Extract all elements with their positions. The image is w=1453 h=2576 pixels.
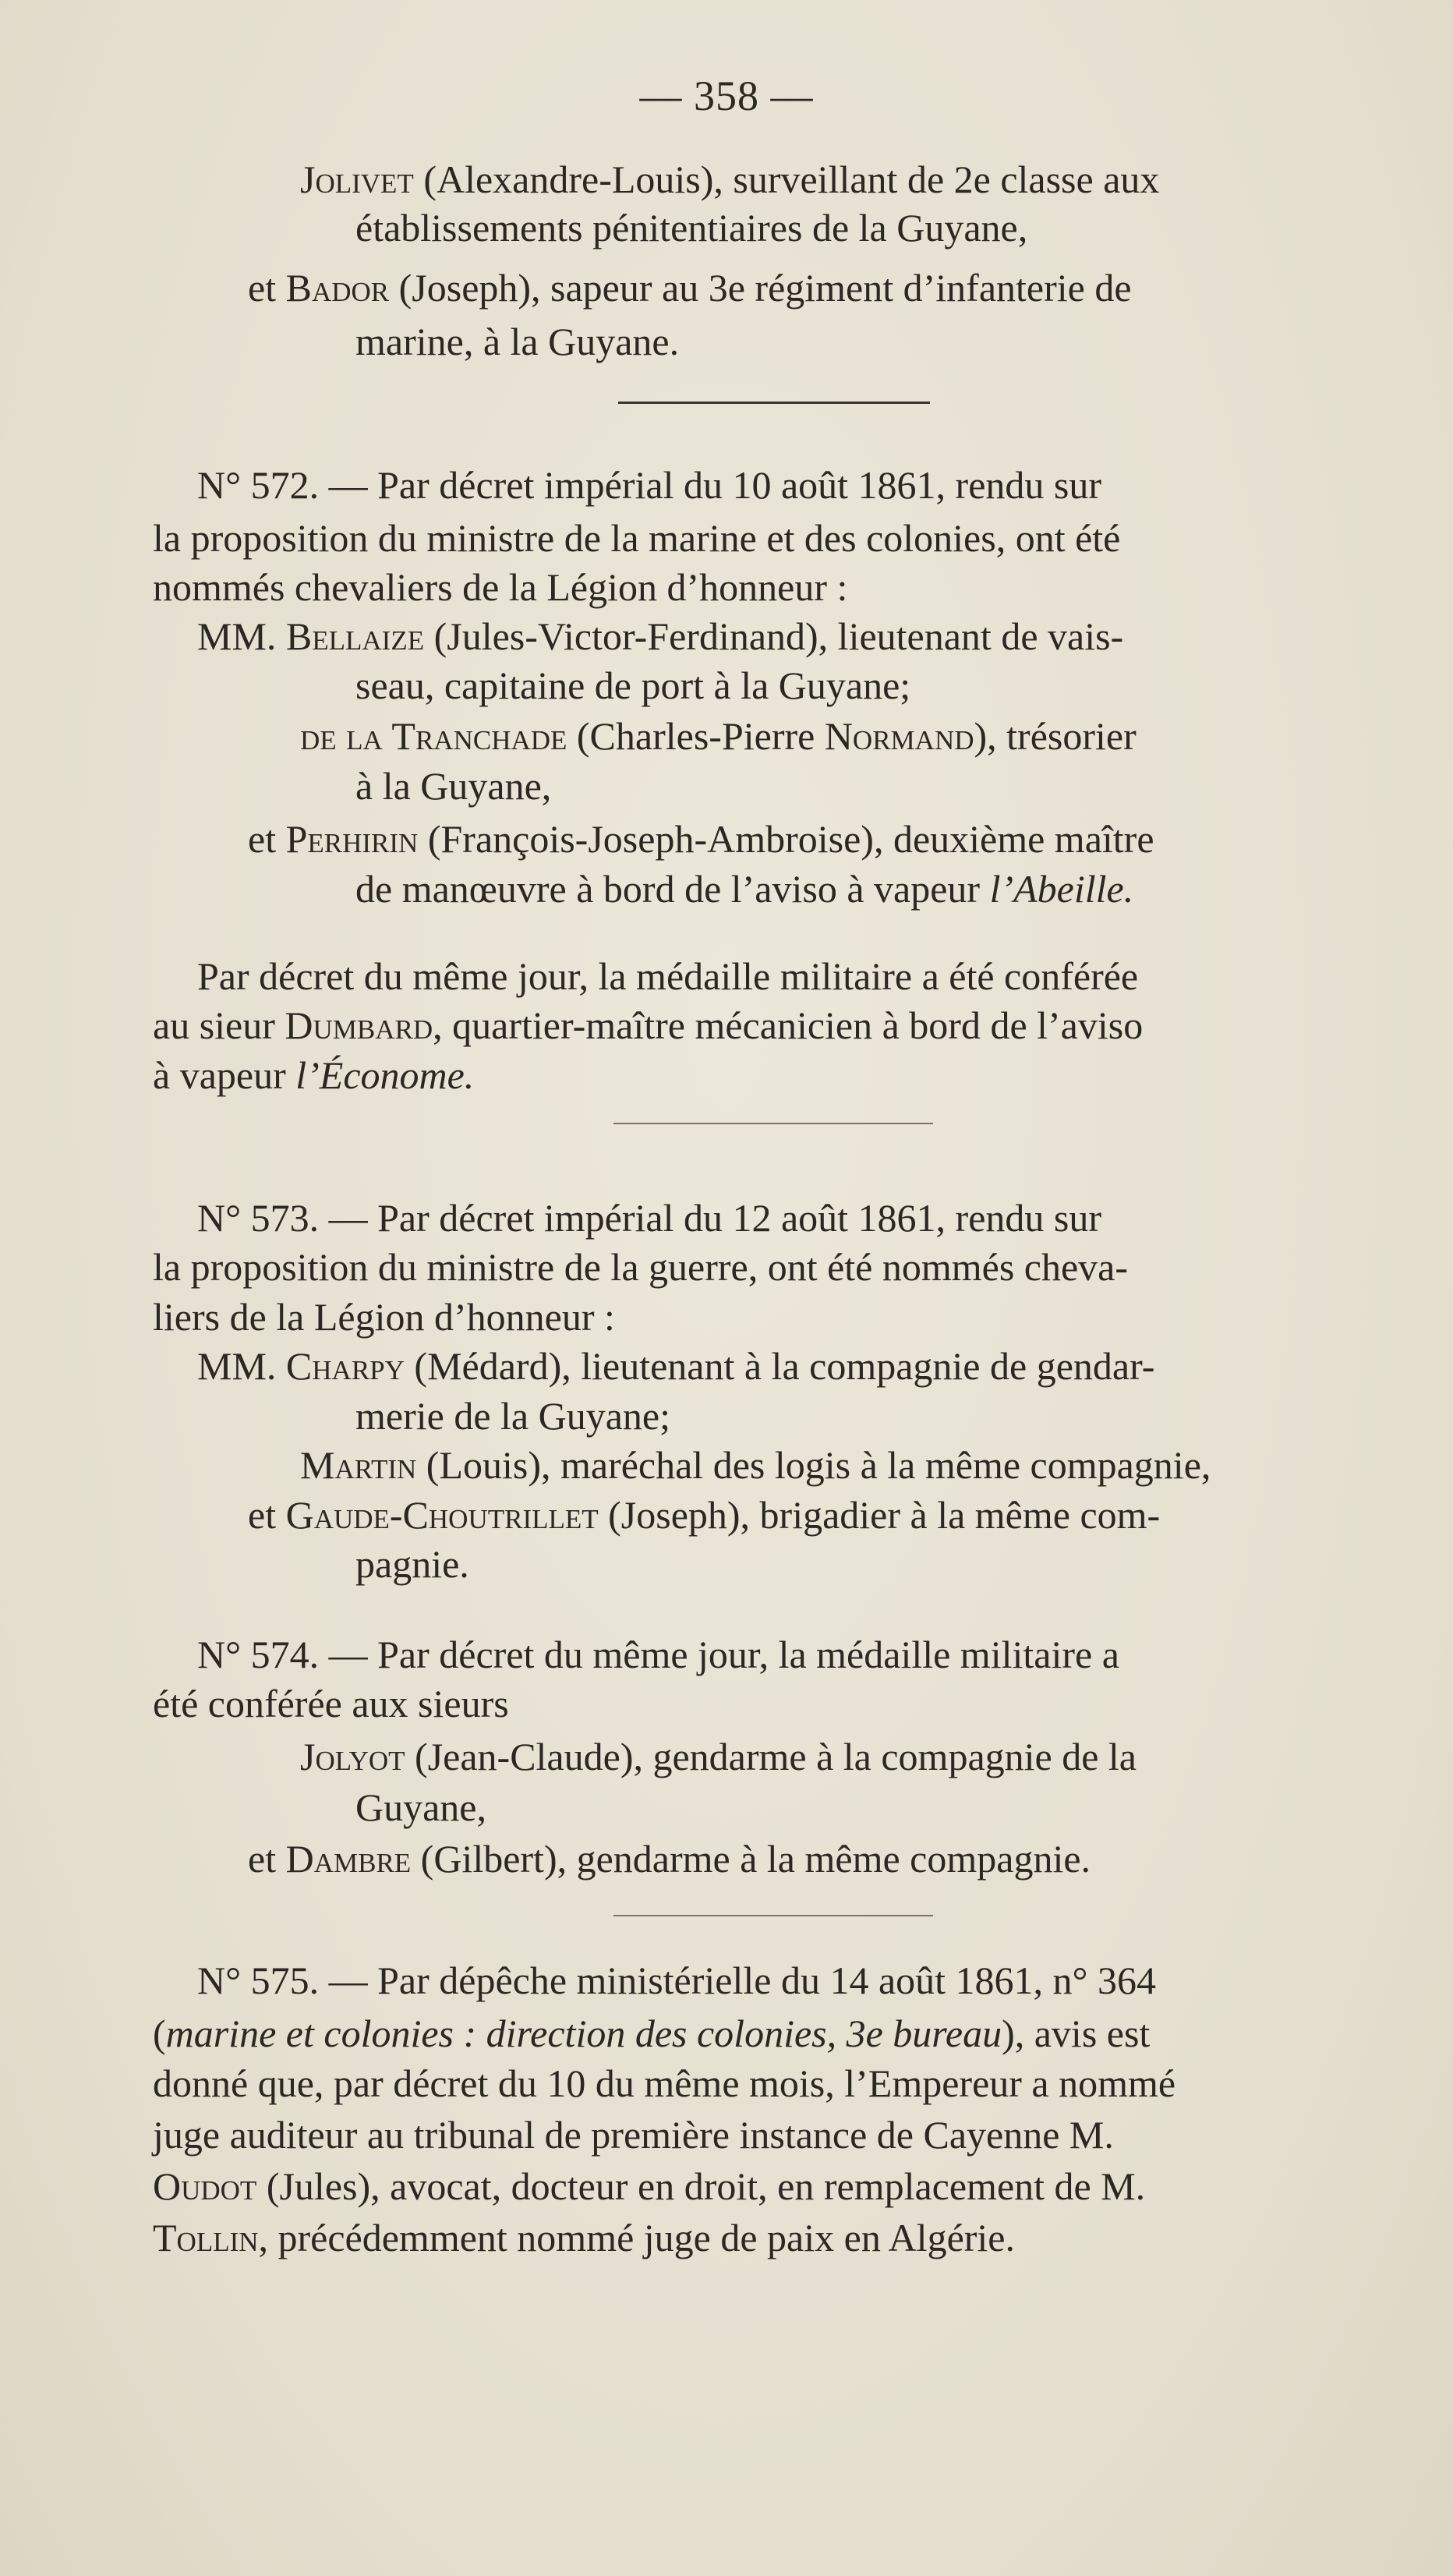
text-line: Jolivet (Alexandre-Louis), surveillant de 2e classe aux (300, 157, 1160, 201)
text-line: été conférée aux sieurs (153, 1682, 509, 1725)
text-line: la proposition du ministre de la guerre, ont été nommés cheva- (153, 1245, 1129, 1289)
text-line: juge auditeur au tribunal de première instance de Cayenne M. (153, 2113, 1114, 2157)
text-line: merie de la Guyane; (355, 1394, 670, 1438)
person-name: Gaude-Choutrillet (285, 1493, 599, 1537)
text-line: Jolyot (Jean-Claude), gendarme à la compagnie de la (300, 1735, 1137, 1778)
person-name: Bador (285, 266, 390, 310)
text-line: donné que, par décret du 10 du même mois, l’Empereur a nommé (153, 2061, 1176, 2105)
text-line: N° 573. — Par décret impérial du 12 août 1861, rendu sur (197, 1196, 1102, 1240)
text-line: (marine et colonies : direction des colonies, 3e bureau), avis est (153, 2012, 1151, 2055)
person-name: Perhirin (285, 817, 419, 861)
text-line: la proposition du ministre de la marine et des colonies, ont été (153, 516, 1121, 560)
person-name: Charpy (285, 1344, 405, 1388)
person-name: Tollin (153, 2216, 259, 2259)
text-line: et Gaude-Choutrillet (Joseph), brigadier à la même com- (248, 1493, 1161, 1537)
person-name: Jolivet (300, 157, 414, 201)
text-line: de manœuvre à bord de l’aviso à vapeur l’Abeille. (355, 867, 1134, 911)
text-line: nommés chevaliers de la Légion d’honneur : (153, 565, 848, 609)
text-line: au sieur Dumbard, quartier-maître mécanicien à bord de l’aviso (153, 1003, 1144, 1047)
person-name: Bellaize (285, 614, 425, 658)
text-line: Par décret du même jour, la médaille militaire a été conférée (197, 954, 1139, 998)
text-line: Martin (Louis), maréchal des logis à la même compagnie, (300, 1443, 1211, 1487)
text-line: et Bador (Joseph), sapeur au 3e régiment d’infanterie de (248, 266, 1132, 310)
text-line: N° 574. — Par décret du même jour, la médaille militaire a (197, 1633, 1119, 1676)
text-line: Oudot (Jules), avocat, docteur en droit, en remplacement de M. (153, 2164, 1146, 2208)
text-line: MM. Bellaize (Jules-Victor-Ferdinand), lieutenant de vais- (197, 614, 1124, 658)
bureau-reference: marine et colonies : direction des colonies, 3e bureau (165, 2012, 1002, 2055)
text-line: à la Guyane, (355, 764, 552, 808)
person-name: Jolyot (300, 1735, 405, 1778)
ship-name: l’Économe. (295, 1053, 475, 1097)
text-line: pagnie. (355, 1542, 469, 1586)
text-line: seau, capitaine de port à la Guyane; (355, 663, 911, 707)
person-name: Martin (300, 1443, 417, 1487)
person-name: de la Tranchade (300, 714, 567, 758)
section-divider (618, 402, 930, 404)
text-line: N° 575. — Par dépêche ministérielle du 14 août 1861, n° 364 (197, 1959, 1157, 2002)
section-divider (613, 1915, 933, 1916)
text-line: établissements pénitentiaires de la Guyane, (355, 206, 1028, 249)
text-line: à vapeur l’Économe. (153, 1053, 475, 1097)
text-line: marine, à la Guyane. (355, 320, 680, 363)
ship-name: l’Abeille. (989, 867, 1134, 911)
section-divider (613, 1123, 933, 1124)
text-line: Tollin, précédemment nommé juge de paix en Algérie. (153, 2216, 1015, 2259)
page-number: — 358 — (639, 73, 814, 119)
text-line: de la Tranchade (Charles-Pierre Normand), trésorier (300, 714, 1137, 758)
text-line: et Perhirin (François-Joseph-Ambroise), deuxième maître (248, 817, 1154, 861)
text-line: liers de la Légion d’honneur : (153, 1295, 615, 1339)
person-name: Oudot (153, 2164, 257, 2208)
text-line: Guyane, (355, 1785, 486, 1829)
text-line: N° 572. — Par décret impérial du 10 août 1861, rendu sur (197, 463, 1102, 507)
text-line: MM. Charpy (Médard), lieutenant à la compagnie de gendar- (197, 1344, 1155, 1388)
text-line: et Dambre (Gilbert), gendarme à la même compagnie. (248, 1837, 1091, 1881)
person-name: Dambre (285, 1837, 412, 1881)
person-name: Normand (824, 714, 974, 758)
person-name: Dumbard (285, 1003, 433, 1047)
